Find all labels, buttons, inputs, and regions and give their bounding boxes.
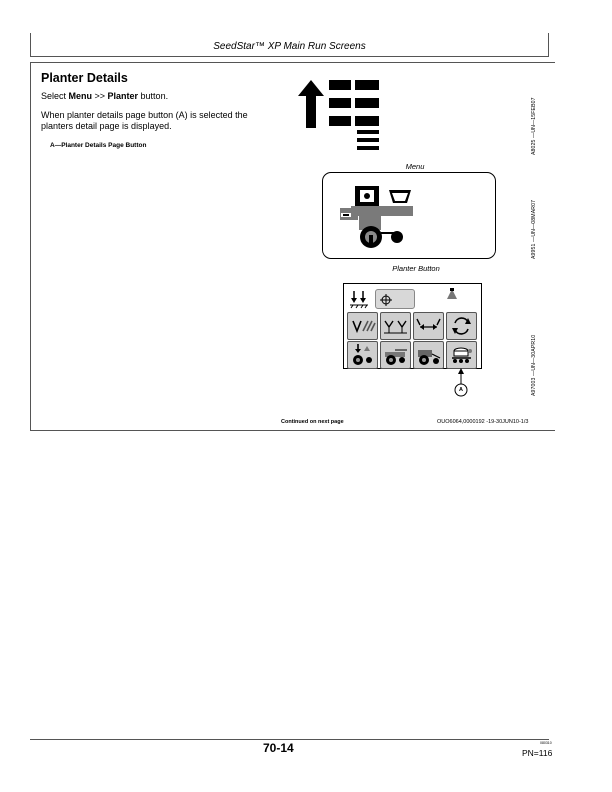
footer-small-code: 080310 — [540, 741, 552, 745]
running-header: SeedStar™ XP Main Run Screens — [213, 41, 366, 52]
width-tile[interactable] — [413, 312, 444, 340]
callout-label-a: A — [459, 387, 463, 393]
menu-term: Menu — [68, 91, 93, 101]
row-units-tile[interactable] — [380, 312, 411, 340]
figure-caption: A—Planter Details Page Button — [50, 142, 147, 149]
hopper-icon — [445, 288, 459, 302]
pn-number: PN=116 — [522, 748, 553, 758]
description-text: When planter details page button (A) is selected the planters detail page is displayed. — [41, 110, 248, 131]
crosshair-tile — [375, 289, 415, 309]
refresh-icon — [447, 313, 476, 339]
refresh-tile[interactable] — [446, 312, 477, 340]
tractor-tile[interactable] — [380, 341, 411, 369]
figure-id-planter: A9951 —UN—08MAR07 — [531, 199, 537, 259]
doc-code: OUO6064,0000192 -19-30JUN10-1/3 — [437, 419, 529, 425]
crosshair-icon — [380, 294, 392, 306]
footer-rule — [30, 739, 549, 740]
menu-list-icon — [296, 79, 382, 153]
section-title: Planter Details — [41, 71, 128, 85]
drive-tile[interactable] — [347, 341, 378, 369]
planter-term: Planter — [107, 91, 139, 101]
row-spacing-icon — [348, 313, 377, 339]
seeding-rows-icon — [349, 289, 369, 309]
planter-button — [322, 172, 496, 259]
planter-unit-icon — [414, 342, 443, 368]
figure-id-detail: A97003 —UN—30APR10 — [531, 334, 537, 396]
planter-details-icon — [447, 342, 476, 368]
menu-label: Menu — [405, 162, 425, 171]
planter-details-page-button[interactable] — [446, 341, 477, 369]
callout-arrow — [453, 368, 469, 398]
page-number: 70-14 — [263, 741, 294, 755]
instruction-text: Select Menu >> Planter button. — [41, 91, 169, 101]
drive-icon — [348, 342, 377, 368]
planter-detail-screen — [343, 283, 482, 369]
continued-note: Continued on next page — [281, 419, 344, 425]
row-units-icon — [381, 313, 410, 339]
figure-id-menu: A8025 —UN—15FEB07 — [531, 97, 537, 155]
tractor-icon — [381, 342, 410, 368]
width-icon — [414, 313, 443, 339]
planter-button-label: Planter Button — [392, 264, 440, 273]
row-spacing-tile[interactable] — [347, 312, 378, 340]
planter-icon — [331, 181, 417, 255]
planter-unit-tile[interactable] — [413, 341, 444, 369]
